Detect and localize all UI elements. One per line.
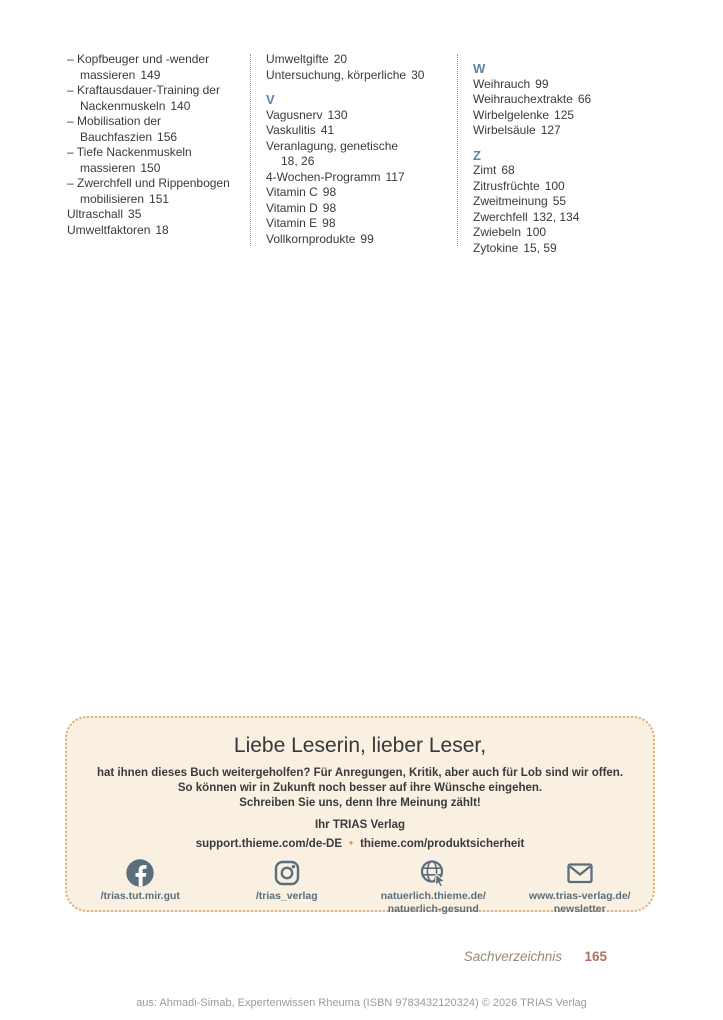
index-entry-pages: 150 — [140, 160, 161, 175]
index-entry — [266, 216, 442, 232]
index-entry-term: Veranlagung, genetische — [266, 138, 399, 153]
index-entry-term: Vagusnerv — [266, 107, 323, 122]
index-entry-term: – Mobilisation der Bauchfaszien — [67, 114, 162, 144]
instagram-icon — [214, 858, 361, 888]
index-entry-pages: 98 — [322, 216, 336, 230]
feedback-body — [67, 766, 653, 811]
index-entry-term: Umweltgifte — [266, 52, 329, 66]
index-entry — [473, 163, 663, 179]
index-entry — [266, 68, 442, 84]
facebook-icon — [67, 858, 214, 888]
index-entry-term: Vitamin D — [266, 200, 318, 215]
index-entry — [67, 207, 235, 223]
social-item — [214, 858, 361, 903]
index-entry — [473, 123, 663, 139]
index-entry-pages: 99 — [360, 231, 374, 246]
index-entry — [266, 185, 442, 201]
column-divider — [250, 54, 251, 246]
social-label: www.trias-verlag.de/ newsletter — [528, 890, 631, 915]
index-entry-pages: 140 — [170, 98, 191, 113]
index-entry — [67, 52, 235, 83]
social-item — [360, 858, 507, 916]
index-entry-term: Zwerchfell — [473, 209, 528, 224]
social-label: /trias_verlag — [255, 890, 318, 902]
index-entry-pages: 30 — [411, 67, 425, 82]
page-footer — [67, 948, 607, 966]
index-entry — [473, 179, 663, 195]
index-column-3 — [473, 52, 663, 256]
index-entry — [67, 145, 235, 176]
feedback-body-line: Schreiben Sie uns, denn Ihre Meinung zählt! — [239, 797, 481, 809]
index-entry-pages: 117 — [385, 169, 405, 184]
feedback-body-line: So können wir in Zukunft noch besser auf ihre Wünsche eingehen. — [177, 782, 543, 794]
index-entry-pages: 149 — [140, 67, 161, 82]
index-entry-pages: 99 — [535, 76, 549, 91]
index-entry-pages: 156 — [157, 129, 178, 144]
index-letter-heading: Z — [473, 147, 481, 163]
index-column-2 — [266, 52, 442, 256]
index-entry-term: Vollkornprodukte — [266, 231, 356, 246]
index-entry-term: Zytokine — [473, 240, 519, 255]
index-entry-pages: 132, 134 — [532, 209, 580, 224]
social-item — [507, 858, 654, 916]
index-entry-term: Zitrusfrüchte — [473, 178, 540, 193]
social-item — [67, 858, 214, 903]
feedback-title: Liebe Leserin, lieber Leser, — [233, 734, 487, 757]
index-entry-term: Weihrauch — [473, 76, 531, 91]
index-entry-pages: 68 — [501, 163, 515, 177]
index-entry-term: Vitamin C — [266, 185, 318, 199]
index-section — [67, 52, 663, 256]
feedback-link: thieme.com/produktsicherheit — [360, 838, 525, 850]
index-entry — [266, 201, 442, 217]
index-entry — [67, 176, 235, 207]
index-entry-term: 4-Wochen-Programm — [266, 169, 381, 184]
index-entry-pages: 55 — [552, 194, 567, 208]
index-entry — [266, 139, 442, 170]
feedback-body-line: hat ihnen dieses Buch weitergeholfen? Für Anregungen, Kritik, aber auch für Lob sind wir offen. — [96, 767, 624, 779]
index-column-1 — [67, 52, 235, 256]
index-entry — [67, 83, 235, 114]
social-label: natuerlich.thieme.de/ natuerlich-gesund — [380, 890, 486, 915]
index-entry — [266, 108, 442, 124]
index-entry — [266, 232, 442, 248]
index-letter-heading: V — [266, 92, 275, 107]
feedback-signature: Ihr TRIAS Verlag — [314, 819, 406, 831]
globe-icon — [360, 858, 507, 888]
index-entry-pages: 125 — [554, 107, 575, 122]
index-entry-term: Zimt — [473, 163, 497, 177]
index-entry-term: Vaskulitis — [266, 123, 316, 137]
index-entry — [473, 210, 663, 226]
index-entry — [266, 123, 442, 139]
social-row — [67, 858, 653, 916]
footer-section-title: Sachverzeichnis — [463, 949, 563, 964]
index-entry-pages: 18, 26 — [281, 154, 315, 168]
index-entry-term: Zweitmeinung — [473, 194, 548, 208]
index-entry-pages: 66 — [577, 92, 592, 106]
index-entry-pages: 20 — [333, 52, 348, 66]
index-entry-pages: 98 — [322, 185, 337, 199]
column-divider — [457, 54, 458, 246]
index-entry-pages: 15, 59 — [523, 240, 557, 255]
index-entry — [473, 241, 663, 257]
index-entry — [473, 108, 663, 124]
index-entry — [473, 194, 663, 210]
mail-icon — [507, 858, 654, 888]
index-entry-term: Wirbelgelenke — [473, 107, 550, 122]
index-entry — [266, 170, 442, 186]
index-entry-term: – Zwerchfell und Rippenbogen mobilisieren — [67, 176, 230, 206]
index-entry-pages: 127 — [540, 123, 561, 137]
index-entry-term: Umweltfaktoren — [67, 222, 151, 237]
index-entry-pages: 41 — [320, 123, 335, 137]
index-entry-term: Untersuchung, körperliche — [266, 67, 407, 82]
social-label: /trias.tut.mir.gut — [100, 890, 180, 902]
index-entry — [473, 225, 663, 241]
index-entry-pages: 130 — [327, 107, 348, 122]
index-entry-term: Weihrauchextrakte — [473, 92, 573, 106]
index-entry-pages: 151 — [149, 191, 170, 206]
index-entry-term: – Kopfbeuger und -wender massieren — [67, 52, 210, 82]
index-entry-term: Ultraschall — [67, 207, 124, 221]
index-entry — [266, 52, 442, 68]
index-entry-term: Zwiebeln — [473, 225, 522, 239]
footer-page-number: 165 — [584, 949, 607, 964]
index-entry-pages: 98 — [322, 200, 337, 215]
index-entry — [473, 92, 663, 108]
index-entry-term: – Tiefe Nackenmuskeln massieren — [67, 145, 192, 175]
credit-line: aus: Ahmadi-Simab, Expertenwissen Rheuma (ISBN 9783432120324) © 2026 TRIAS Verlag — [136, 997, 587, 1009]
index-entry-term: – Kraftausdauer-Training der Nackenmuskeln — [67, 83, 220, 113]
index-entry-pages: 100 — [544, 178, 565, 193]
index-entry-pages: 100 — [526, 225, 547, 239]
bullet-separator: • — [349, 838, 354, 850]
feedback-links — [67, 838, 653, 850]
index-letter-heading: W — [473, 61, 486, 76]
index-entry — [473, 77, 663, 93]
index-entry-term: Vitamin E — [266, 216, 318, 230]
index-entry-term: Wirbelsäule — [473, 123, 536, 137]
index-entry-pages: 18 — [155, 222, 169, 237]
index-entry — [67, 223, 235, 239]
index-entry — [67, 114, 235, 145]
feedback-link: support.thieme.com/de-DE — [195, 838, 343, 850]
index-entry-pages: 35 — [128, 207, 142, 221]
feedback-box — [65, 716, 655, 915]
